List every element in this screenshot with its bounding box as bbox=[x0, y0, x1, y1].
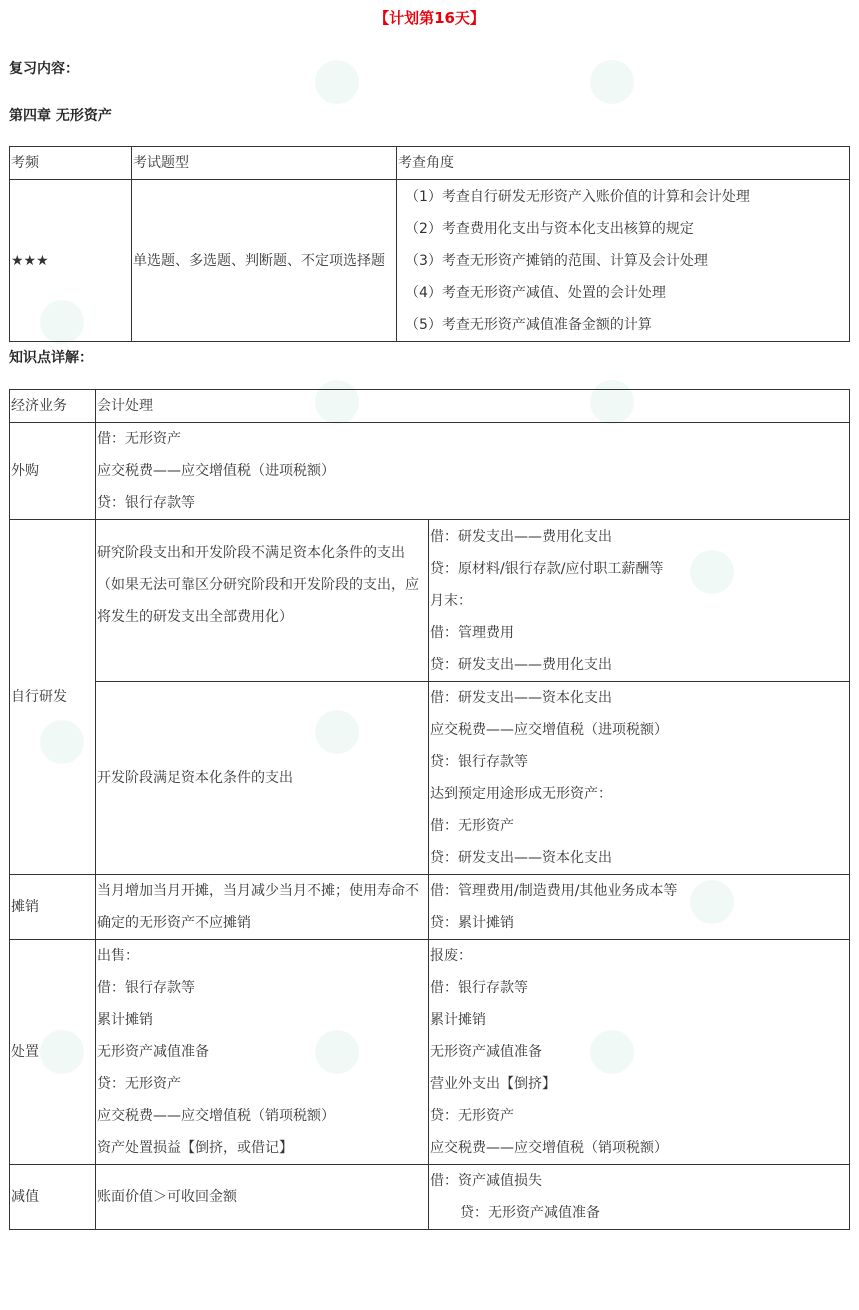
entry-line: 借：研发支出——费用化支出 bbox=[430, 528, 612, 545]
entry-line: 贷：无形资产 bbox=[430, 1108, 514, 1124]
table-header-row bbox=[10, 147, 850, 180]
knowledge-detail-label: 知识点详解： bbox=[9, 350, 93, 366]
rnd-label: 自行研发 bbox=[10, 520, 96, 875]
entry-line: 资产处置损益【倒挤，或借记】 bbox=[97, 1140, 293, 1156]
review-content-label: 复习内容： bbox=[9, 61, 79, 77]
chapter-title: 第四章 无形资产 bbox=[9, 108, 112, 124]
watermark-logo bbox=[315, 60, 359, 104]
watermark-logo bbox=[590, 60, 634, 104]
question-types: 单选题、多选题、判断题、不定项选择题 bbox=[132, 180, 397, 342]
entry-line: 贷：银行存款等 bbox=[430, 754, 528, 770]
entry-line: 应交税费——应交增值税（进项税额） bbox=[97, 463, 335, 479]
entry-line: 借：银行存款等 bbox=[430, 980, 528, 996]
entry-line: 贷：累计摊销 bbox=[430, 915, 514, 931]
angle-item: （4）考查无形资产减值、处置的会计处理 bbox=[405, 284, 666, 301]
entry-line: 营业外支出【倒挤】 bbox=[430, 1076, 556, 1092]
entry-line: 贷：无形资产减值准备 bbox=[460, 1205, 600, 1221]
disposal-label: 处置 bbox=[10, 940, 96, 1165]
table-header-row bbox=[10, 390, 850, 423]
research-desc bbox=[96, 520, 429, 682]
disposal-sale-entries bbox=[96, 940, 429, 1165]
table-row bbox=[10, 1165, 850, 1230]
entry-line: 借：资产减值损失 bbox=[430, 1173, 542, 1189]
entry-line: 出售： bbox=[97, 948, 139, 964]
entry-line: 月末： bbox=[430, 592, 472, 609]
impairment-condition: 账面价值＞可收回金额 bbox=[96, 1165, 429, 1230]
angle-item: （2）考查费用化支出与资本化支出核算的规定 bbox=[405, 220, 694, 237]
entry-line: 累计摊销 bbox=[430, 1012, 486, 1028]
research-entries bbox=[429, 520, 850, 682]
dev-entries bbox=[429, 682, 850, 875]
entry-line: 贷：研发支出——资本化支出 bbox=[430, 850, 612, 866]
impairment-entries bbox=[429, 1165, 850, 1230]
entry-line: 应交税费——应交增值税（销项税额） bbox=[97, 1108, 335, 1124]
dev-desc: 开发阶段满足资本化条件的支出 bbox=[96, 682, 429, 875]
research-note-text: （如果无法可靠区分研究阶段和开发阶段的支出，应将发生的研发支出全部费用化） bbox=[97, 577, 419, 625]
angle-item: （3）考查无形资产摊销的范围、计算及会计处理 bbox=[405, 252, 708, 269]
entry-line: 达到预定用途形成无形资产： bbox=[430, 786, 612, 802]
header-accounting: 会计处理 bbox=[96, 390, 850, 423]
amortization-desc: 当月增加当月开摊，当月减少当月不摊；使用寿命不确定的无形资产不应摊销 bbox=[96, 875, 429, 940]
table-row bbox=[10, 520, 850, 682]
entry-line: 借：无形资产 bbox=[97, 431, 181, 447]
entry-line: 借：银行存款等 bbox=[97, 980, 195, 996]
research-desc-text: 研究阶段支出和开发阶段不满足资本化条件的支出 bbox=[97, 545, 405, 561]
amortization-entries bbox=[429, 875, 850, 940]
entry-line: 贷：无形资产 bbox=[97, 1076, 181, 1092]
header-business: 经济业务 bbox=[10, 390, 96, 423]
plan-day-title: 【计划第16天】 bbox=[374, 9, 485, 27]
angles-cell bbox=[397, 180, 850, 342]
angle-item: （1）考查自行研发无形资产入账价值的计算和会计处理 bbox=[405, 188, 750, 205]
table-row bbox=[10, 423, 850, 520]
knowledge-detail-table bbox=[9, 389, 850, 1230]
entry-line: 借：无形资产 bbox=[430, 818, 514, 834]
disposal-scrap-entries bbox=[429, 940, 850, 1165]
entry-line: 借：研发支出——资本化支出 bbox=[430, 690, 612, 706]
purchase-label: 外购 bbox=[10, 423, 96, 520]
header-question-types: 考试题型 bbox=[132, 147, 397, 180]
entry-line: 报废： bbox=[430, 948, 472, 964]
table-row bbox=[10, 682, 850, 875]
entry-line: 借：管理费用 bbox=[430, 624, 514, 641]
purchase-entries bbox=[96, 423, 850, 520]
impairment-label: 减值 bbox=[10, 1165, 96, 1230]
header-angles: 考查角度 bbox=[397, 147, 850, 180]
frequency-stars: ★★★ bbox=[10, 180, 132, 342]
header-frequency: 考频 bbox=[10, 147, 132, 180]
entry-line: 无形资产减值准备 bbox=[97, 1044, 209, 1060]
table-row bbox=[10, 940, 850, 1165]
entry-line: 无形资产减值准备 bbox=[430, 1044, 542, 1060]
entry-line: 累计摊销 bbox=[97, 1012, 153, 1028]
entry-line: 贷：研发支出——费用化支出 bbox=[430, 656, 612, 673]
entry-line: 贷：原材料/银行存款/应付职工薪酬等 bbox=[430, 560, 664, 577]
entry-line: 应交税费——应交增值税（进项税额） bbox=[430, 722, 668, 738]
table-row bbox=[10, 875, 850, 940]
amortization-label: 摊销 bbox=[10, 875, 96, 940]
table-row bbox=[10, 180, 850, 342]
entry-line: 应交税费——应交增值税（销项税额） bbox=[430, 1140, 668, 1156]
exam-overview-table bbox=[9, 146, 850, 342]
entry-line: 借：管理费用/制造费用/其他业务成本等 bbox=[430, 883, 678, 899]
angle-item: （5）考查无形资产减值准备金额的计算 bbox=[405, 316, 652, 333]
entry-line: 贷：银行存款等 bbox=[97, 495, 195, 511]
